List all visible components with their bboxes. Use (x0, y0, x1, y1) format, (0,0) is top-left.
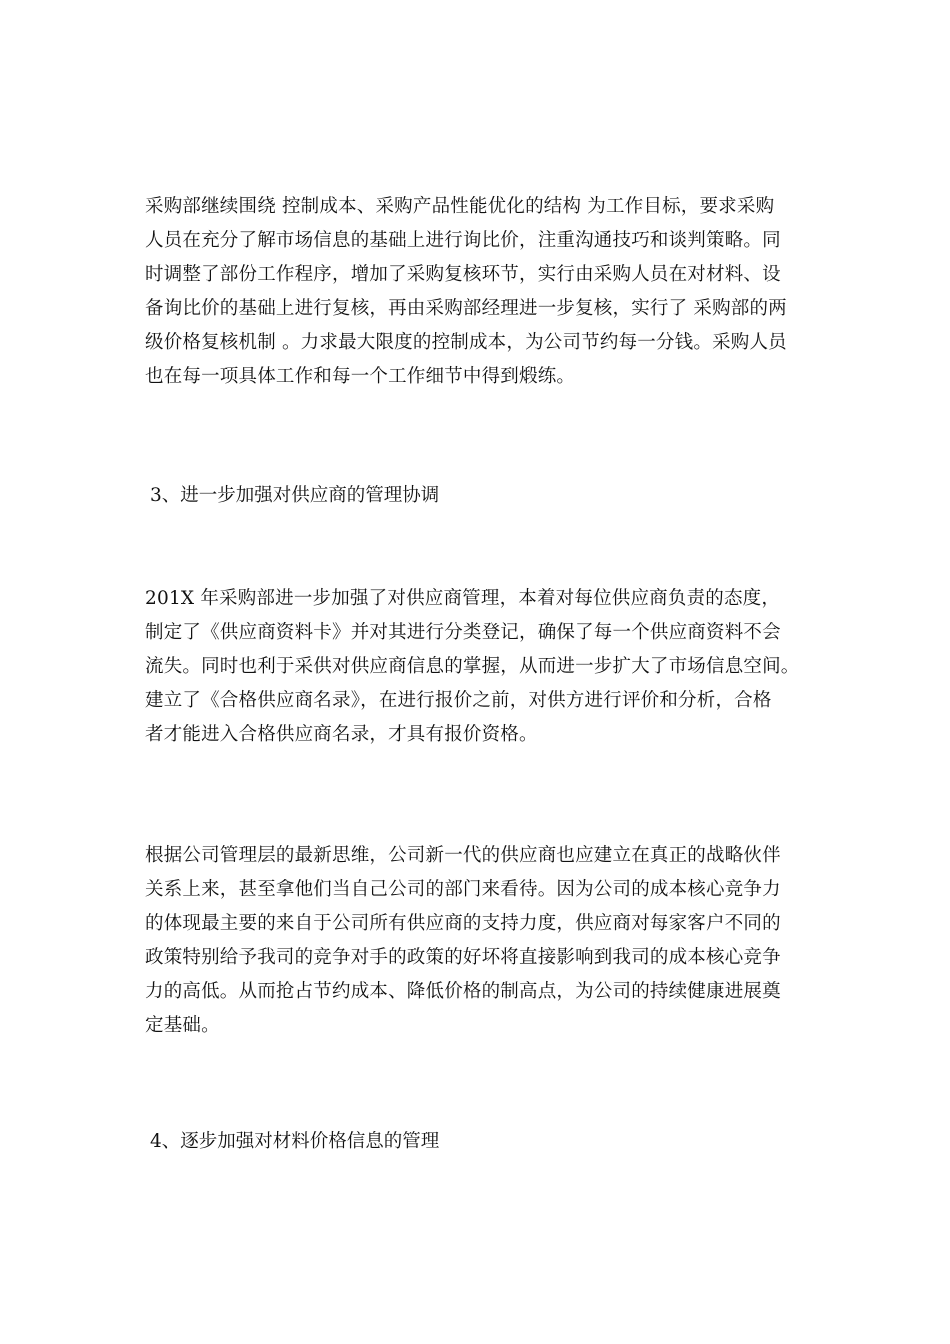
paragraph-line: 定基础。 (145, 1015, 220, 1036)
section-heading-4: 4、逐步加强对材料价格信息的管理 (150, 1131, 440, 1152)
paragraph-line: 采购部继续围绕 控制成本、采购产品性能优化的结构 为工作目标，要求采购 (145, 196, 775, 217)
paragraph-line: 流失。同时也利于采供对供应商信息的掌握，从而进一步扩大了市场信息空间。 (145, 656, 800, 677)
paragraph-line: 的体现最主要的来自于公司所有供应商的支持力度，供应商对每家客户不同的 (145, 913, 781, 934)
paragraph-line: 201X 年采购部进一步加强了对供应商管理，本着对每位供应商负责的态度， (145, 588, 781, 609)
paragraph-line: 建立了《合格供应商名录》，在进行报价之前，对供方进行评价和分析，合格 (145, 690, 772, 711)
paragraph-line: 力的高低。从而抢占节约成本、降低价格的制高点，为公司的持续健康进展奠 (145, 981, 781, 1002)
paragraph-line: 级价格复核机制 。力求最大限度的控制成本，为公司节约每一分钱。采购人员 (145, 332, 787, 353)
paragraph-line: 制定了《供应商资料卡》并对其进行分类登记，确保了每一个供应商资料不会 (145, 622, 781, 643)
paragraph-line: 时调整了部份工作程序，增加了采购复核环节，实行由采购人员在对材料、设 (145, 264, 781, 285)
paragraph-line: 备询比价的基础上进行复核，再由采购部经理进一步复核，实行了 采购部的两 (145, 298, 787, 319)
paragraph-line: 政策特别给予我司的竞争对手的政策的好坏将直接影响到我司的成本核心竞争 (145, 947, 781, 968)
paragraph-line: 人员在充分了解市场信息的基础上进行询比价，注重沟通技巧和谈判策略。同 (145, 230, 781, 251)
section-heading-3: 3、进一步加强对供应商的管理协调 (150, 485, 440, 506)
paragraph-line: 关系上来，甚至拿他们当自己公司的部门来看待。因为公司的成本核心竞争力 (145, 879, 781, 900)
paragraph-line: 也在每一项具体工作和每一个工作细节中得到煅练。 (145, 366, 576, 387)
paragraph-cost-control (145, 190, 815, 394)
paragraph-line: 根据公司管理层的最新思维，公司新一代的供应商也应建立在真正的战略伙伴 (145, 845, 781, 866)
paragraph-strategic-partnership (145, 839, 815, 1043)
paragraph-line: 者才能进入合格供应商名录，才具有报价资格。 (145, 724, 538, 745)
paragraph-supplier-management (145, 582, 815, 752)
